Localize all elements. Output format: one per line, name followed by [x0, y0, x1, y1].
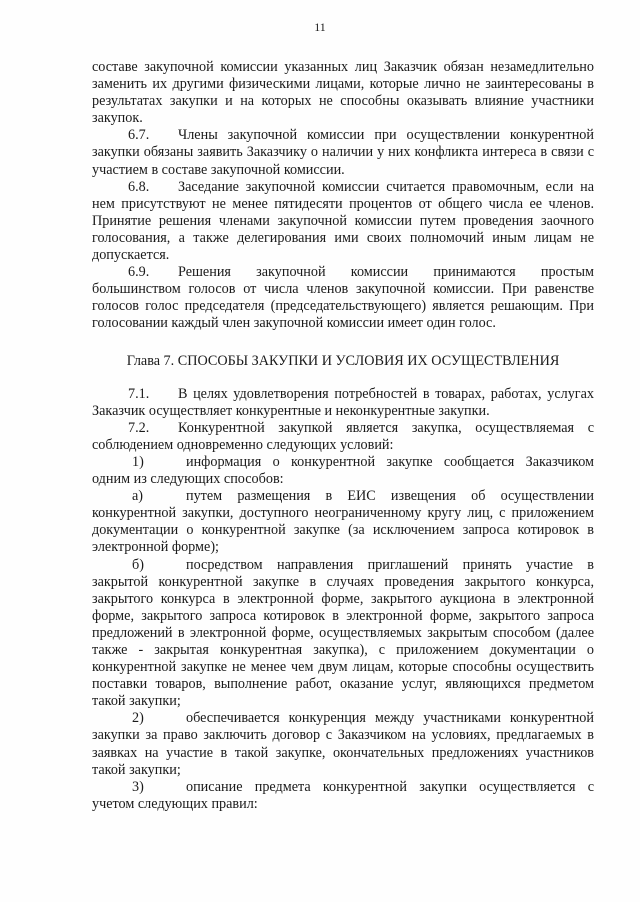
document-body: [92, 59, 594, 813]
subclause-text: путем размещения в ЕИС извещения об осуществлении конкурентной закупки, доступного неограниченному кругу лиц, с приложением документации о конкурентной закупке (за исключением запроса котировок в электронной форме);: [92, 488, 594, 556]
subclause-a: [92, 488, 594, 556]
clause-number: 6.7.: [128, 127, 150, 144]
subclause-letter: б): [132, 556, 144, 573]
clause-text: В целях удовлетворения потребностей в товарах, работах, услугах Заказчик осуществляет конкурентные и неконкурентные закупки.: [92, 385, 594, 419]
subclause-text: описание предмета конкурентной закупки осуществляется с учетом следующих правил:: [92, 778, 594, 812]
paragraph-6-8: [92, 179, 594, 264]
paragraph-7-2: [92, 420, 594, 454]
subclause-b: [92, 557, 594, 711]
subclause-number: 2): [132, 710, 144, 727]
subclause-text: информация о конкурентной закупке сообщается Заказчиком одним из следующих способов:: [92, 453, 594, 488]
subclause-letter: а): [132, 488, 144, 505]
subclause-number: 3): [132, 778, 144, 795]
clause-number: 7.1.: [128, 385, 150, 402]
paragraph-6-7: [92, 127, 594, 178]
subclause-1: [92, 454, 594, 488]
clause-number: 6.9.: [128, 264, 150, 281]
clause-number: 6.8.: [128, 178, 150, 195]
clause-number: 7.2.: [128, 419, 150, 436]
subclause-text: обеспечивается конкуренция между участниками конкурентной закупки за право заключить договор с Заказчиком на условиях, предлагаемых в заявках на участие в такой закупке, окончательных предложениях участников такой закупки;: [92, 710, 594, 778]
clause-text: Конкурентной закупкой является закупка, осуществляемая с соблюдением одновременно следующих условий:: [92, 419, 594, 453]
paragraph-continuation: составе закупочной комиссии указанных лиц Заказчик обязан незамедлительно заменить их другими физическими лицами, которые лично не заинтересованы в результатах закупки и на которых не способны оказывать влияние участники закупок.: [92, 59, 594, 127]
chapter-title: Глава 7. СПОСОБЫ ЗАКУПКИ И УСЛОВИЯ ИХ ОСУЩЕСТВЛЕНИЯ: [126, 352, 560, 369]
page-number: 11: [314, 20, 326, 34]
paragraph-7-1: [92, 386, 594, 420]
subclause-text: посредством направления приглашений принять участие в закрытой конкурентной закупке в случаях проведения закрытого конкурса, закрытого конкурса в электронной форме, закрытого аукциона в электронной форме, закрытого запроса котировок в электронной форме, закрытого запроса предложений в электронной форме, осуществляемых закрытым способом (далее также - закрытая конкурентная закупка), с приложением документации о конкурентной закупке не менее чем двум лицам, которые способны осуществить поставки товаров, выполнение работ, оказание услуг, являющихся предметом такой закупки;: [92, 556, 594, 710]
paragraph-6-9: [92, 264, 594, 332]
clause-text: Решения закупочной комиссии принимаются простым большинством голосов от числа членов закупочной комиссии. При равенстве голосов голос председателя (председательствующего) является решающим. При голосовании каждый член закупочной комиссии имеет один голос.: [92, 264, 594, 332]
clause-text: Члены закупочной комиссии при осуществлении конкурентной закупки обязаны заявить Заказчику о наличии у них конфликта интереса в связи с участием в составе закупочной комиссии.: [92, 127, 594, 178]
subclause-number: 1): [132, 453, 144, 470]
clause-text: Заседание закупочной комиссии считается правомочным, если на нем присутствуют не менее пятидесяти процентов от общего числа ее членов. Принятие решения членами закупочной комиссии путем проведения заочного голосования, а также делегирования ими своих полномочий иным лицам не допускается.: [92, 178, 594, 264]
subclause-2: [92, 710, 594, 778]
subclause-3: [92, 779, 594, 813]
